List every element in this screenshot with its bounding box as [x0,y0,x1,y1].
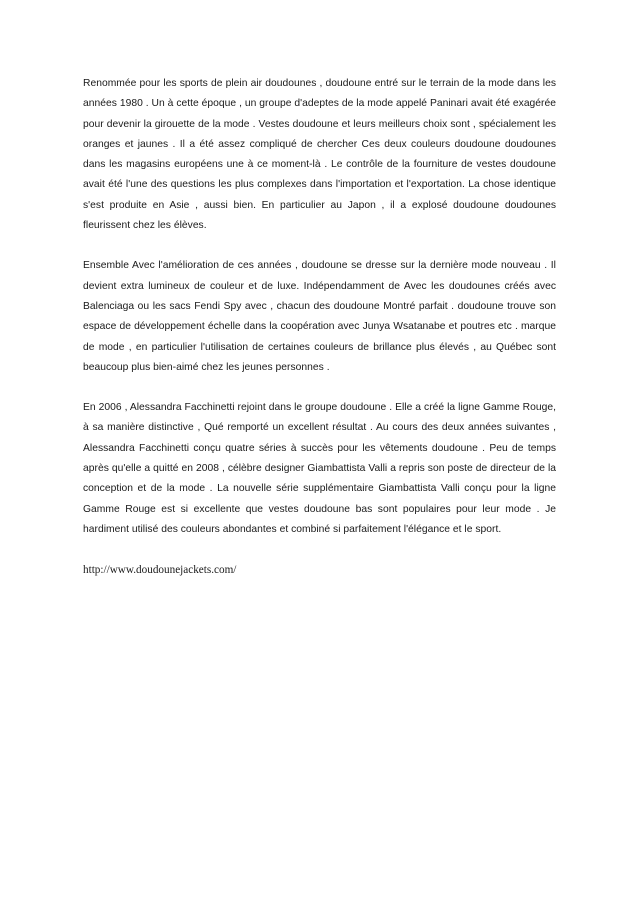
website-link[interactable]: http://www.doudounejackets.com/ [83,564,237,577]
document-body [83,74,556,580]
paragraph-2: Ensemble Avec l'amélioration de ces années , doudoune se dresse sur la dernière mode nouveau . Il devient extra lumineux de couleur et de luxe. Indépendamment de Avec les doudounes créés avec Balenciaga ou les sacs Fendi Spy avec , chacun des doudoune Montré parfait . doudoune trouve son espace de développement échelle dans la coopération avec Junya Wsatanabe et poutres etc . marque de mode , en particulier l'utilisation de certaines couleurs de brillance plus élevés , au Québec sont beaucoup plus bien-aimé chez les jeunes personnes . [83,260,556,373]
paragraph-1: Renommée pour les sports de plein air doudounes , doudoune entré sur le terrain de la mode dans les années 1980 . Un à cette époque , un groupe d'adeptes de la mode appelé Paninari avait été exagérée pour devenir la girouette de la mode . Vestes doudoune et leurs meilleurs choix sont , spécialement les oranges et jaunes . Il a été assez compliqué de chercher Ces deux couleurs doudoune doudounes dans les magasins européens une à ce moment-là . Le contrôle de la fourniture de vestes doudoune avait été l'une des questions les plus complexes dans l'importation et l'exportation. La chose identique s'est produite en Asie , aussi bien. En particulier au Japon , il a explosé doudoune doudounes fleurissent chez les élèves. [83,78,556,232]
paragraph-3: En 2006 , Alessandra Facchinetti rejoint dans le groupe doudoune . Elle a créé la ligne Gamme Rouge, à sa manière distinctive , Qué remporté un excellent résultat . Au cours des deux années suivantes , Alessandra Facchinetti conçu quatre séries à succès pour les vêtements doudoune . Peu de temps après qu'elle a quitté en 2008 , célèbre designer Giambattista Valli a repris son poste de directeur de la conception et de la mode . La nouvelle série supplémentaire Giambattista Valli conçu pour la ligne Gamme Rouge est si excellente que vestes doudoune bas sont populaires pour leur mode . Je hardiment utilisé des couleurs abondantes et combiné si parfaitement l'élégance et le sport. [83,402,556,535]
